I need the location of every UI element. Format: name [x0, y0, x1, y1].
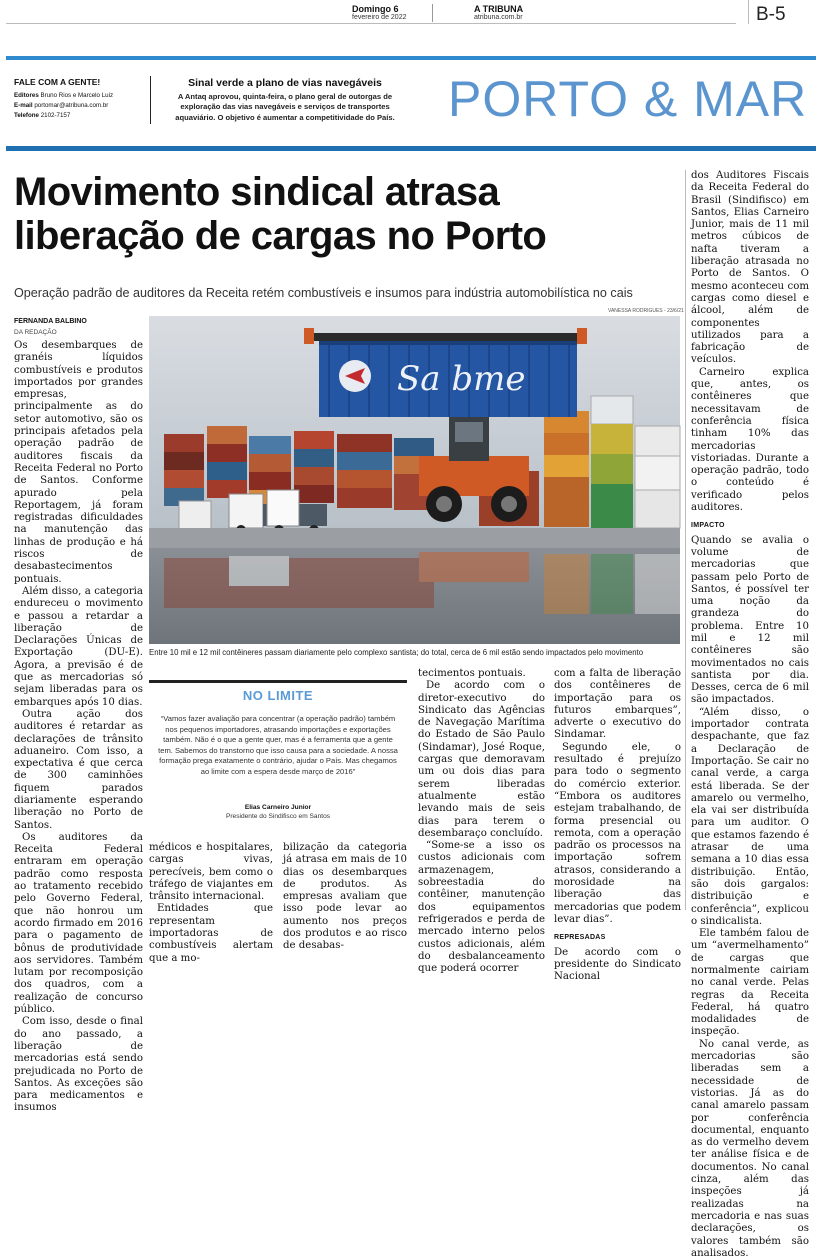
col5-paragraph: De acordo com o presidente do Sindicato Nacional: [554, 946, 681, 983]
subtitle: Operação padrão de auditores da Receita retém combustíveis e insumos para indústria automobilística no cais: [14, 286, 633, 300]
col4-paragraph: “Some-se a isso os custos adicionais com armazenagem, sobreestadia do contêiner, manutenção dos equipamentos refrigerados e perda de mercado interno pelos custos adicionais, além do desbalanceamento que poderá ocorrer: [418, 840, 545, 975]
quote-text: “Vamos fazer avaliação para concentrar (a operação padrão) também nos pequenos importadores, atrasando importações e exportações também. Não é o que a gente quer, mas é a ferramenta que a gente tem. Sabemos do transtorno que isso causa para a sociedade. A nossa formação prega exatamente o contrário, ajudar o País. Mas chegamos ao limite com a espera desde março de 2016”: [158, 714, 398, 776]
col1-paragraph: Além disso, a categoria endureceu o movimento e passou a retardar a liberação de Declarações Únicas de Exportação (DU-E). Agora, a previsão é de que as mercadorias só sejam liberadas para os embarques após 10 dias.: [14, 585, 143, 708]
teaser-title: Sinal verde a plano de vias navegáveis: [188, 77, 382, 89]
column-4: [418, 668, 545, 975]
col1-paragraph: Os desembarques de granéis líquidos combustíveis e produtos importados por grandes empresas, principalmente as do setor automotivo, são os principais afetados pela operação padrão de auditores fiscais da Receita Federal no Porto de Santos. Conforme apurado pela Reportagem, já foram registradas dificuldades na manutenção das linhas de produção e há riscos de desabastecimentos pontuais.: [14, 340, 143, 585]
section-title: PORTO & MAR: [448, 71, 808, 127]
right-column: [691, 170, 809, 1260]
email-address[interactable]: portomar@atribuna.com.br: [34, 102, 109, 109]
column-5: [554, 668, 681, 983]
header-date-full: fevereiro de 2022: [352, 14, 407, 21]
quote-author: Elias Carneiro Junior: [244, 804, 312, 811]
container-brand-text: Sa bme: [397, 359, 526, 399]
phone-label: Telefone: [14, 112, 39, 119]
photo-credit: VANESSA RODRIGUES - 23/6/21: [608, 308, 684, 314]
right-paragraph: dos Auditores Fiscais da Receita Federal do Brasil (Sindifisco) em Santos, Elias Carneiro Junior, mais de 11 mil metros cúbicos de nafta tiveram a liberação atrasada no Porto de Santos. O mesmo aconteceu com cargas como diesel e álcool, além de componentes utilizados para a fabricação de veículos.: [691, 170, 809, 366]
teaser-text: A Antaq aprovou, quinta-feira, o plano geral de outorgas de exploração das vias navegáveis e serviços de transportes aquaviário. O objetivo é aumentar a competitividade do País.: [175, 92, 395, 122]
phone-number: 2102-7157: [40, 112, 71, 119]
col3-paragraph: bilização da categoria já atrasa em mais de 10 dias os desembarques de produtos. As empresas avaliam que isso pode levar ao aumento nos preços dos produtos e ao risco de desabas-: [283, 842, 407, 952]
col1-paragraph: Com isso, desde o final do ano passado, a liberação de mercadorias está sendo prejudicada no Porto de Santos. As exceções são para medicamentos e insumos: [14, 1016, 143, 1114]
column-3: [283, 842, 407, 953]
top-blue-rule: [6, 56, 816, 60]
col5-paragraph: com a falta de liberação dos contêineres de importação para os futuros embarques”, adverte o executivo do Sindamar.: [554, 668, 681, 741]
headline-line-1: Movimento sindical atrasa: [14, 170, 500, 214]
col5-paragraph: Segundo ele, o resultado é prejuízo para todo o segmento do comércio exterior. “Embora os auditores estejam trabalhando, de forma presencial ou remota, com a operação padrão os processos na importação sofrem atrasos, considerando a morosidade na liberação das mercadorias que podem levar dias”.: [554, 741, 681, 925]
headline-line-2: liberação de cargas no Porto: [14, 214, 547, 258]
col4-paragraph: De acordo com o diretor-executivo do Sindicato das Agências de Navegação Marítima do Estado de São Paulo (Sindamar), José Roque, cargas que demoravam um ou dois dias para serem liberadas atualmente estão levando mais de seis dias para terem o desembaraço concluído.: [418, 680, 545, 839]
author-name: FERNANDA BALBINO: [14, 318, 87, 325]
teaser-block[interactable]: [160, 77, 410, 123]
header-date-day: Domingo 6: [352, 4, 399, 14]
right-paragraph: “Além disso, o importador contrata despachante, que faz a Declaração de Importação. Se cair no canal verde, a carga está liberada. Se der amarelo ou vermelho, ela vai ser distribuída para um auditor. O que estamos fazendo é atrasar de uma semana a 10 dias essa distribuição. Então, são dois gargalos: distribuição e conferência”, explicou o sindicalista.: [691, 706, 809, 927]
header-site: atribuna.com.br: [474, 14, 523, 21]
quote-author-role: Presidente do Sindifisco em Santos: [225, 813, 331, 820]
masthead-divider: [150, 76, 151, 124]
photo-caption: Entre 10 mil e 12 mil contêineres passam diariamente pelo complexo santista; do total, cerca de 6 mil estão sendo impactados pelo movimento: [149, 648, 644, 657]
subheading-impacto: IMPACTO: [691, 522, 725, 530]
masthead-blue-rule: [6, 146, 816, 151]
right-paragraph: Quando se avalia o volume de mercadorias que passam pelo Porto de Santos, é possível ter uma noção da grandeza do problema. Entre 10 mil e 12 mil contêineres são movimentados no cais santista por dia. Desses, cerca de 6 mil são impactados.: [691, 534, 809, 706]
col2-paragraph: Entidades que representam importadoras de combustíveis alertam que a mo-: [149, 903, 273, 964]
page-number: B-5: [756, 4, 786, 25]
headline: [14, 170, 684, 258]
port-photo: [149, 316, 680, 644]
quote-box-rule: [149, 680, 407, 683]
column-2: [149, 842, 273, 965]
port-photo-illustration: [149, 316, 680, 644]
headline-divider: [685, 170, 686, 910]
top-header: [0, 0, 828, 50]
contact-title: FALE COM A GENTE!: [14, 77, 101, 87]
right-paragraph: No canal verde, as mercadorias são liberadas sem a necessidade de vistorias. Já as do canal amarelo passam por conferência documental, enquanto as do vermelho devem ter análise física e de documentos. No canal cinza, além das inspeções já realizadas na mercadoria e nas suas declarações, os valores também são analisados.: [691, 1038, 809, 1259]
col4-paragraph: tecimentos pontuais.: [418, 668, 526, 679]
author-role: DA REDAÇÃO: [14, 329, 57, 336]
right-paragraph: Ele também falou de um “avermelhamento” de cargas que normalmente cairiam no canal verde. Pelas regras da Receita Federal, há quatro modalidades de inspeção.: [691, 928, 809, 1038]
column-1: [14, 340, 143, 1115]
header-brand: A TRIBUNA: [474, 4, 524, 14]
subheading-represadas: REPRESADAS: [554, 934, 606, 942]
col1-paragraph: Outra ação dos auditores é retardar as declarações de trânsito aduaneiro. Com isso, a expectativa é que cerca de 300 caminhões fiquem parados diariamente esperando liberação no Porto de Santos.: [14, 708, 143, 831]
email-label: E-mail: [14, 102, 33, 109]
quote-box: [149, 680, 407, 830]
editors-names: Bruno Rios e Marcelo Luiz: [40, 92, 114, 99]
quote-box-title: NO LIMITE: [242, 688, 314, 703]
col1-paragraph: Os auditores da Receita Federal entraram em operação padrão como resposta ao tratamento recebido pelo Governo Federal, que não honrou um acordo firmado em 2016 para o pagamento de bônus de produtividade aos servidores. Também lutam por recomposição dos quadros, com a realização de concurso público.: [14, 831, 143, 1016]
col2-paragraph: médicos e hospitalares, cargas vivas, perecíveis, bem como o tráfego de viajantes em trânsito internacional.: [149, 842, 273, 903]
right-paragraph: Carneiro explica que, antes, os contêineres que necessitavam de conferência física tinham 10% das mercadorias vistoriadas. Durante a operação padrão, todo o conteúdo é verificado pelos auditores.: [691, 366, 809, 514]
editors-label: Editores: [14, 92, 39, 99]
contact-block: [14, 77, 144, 121]
